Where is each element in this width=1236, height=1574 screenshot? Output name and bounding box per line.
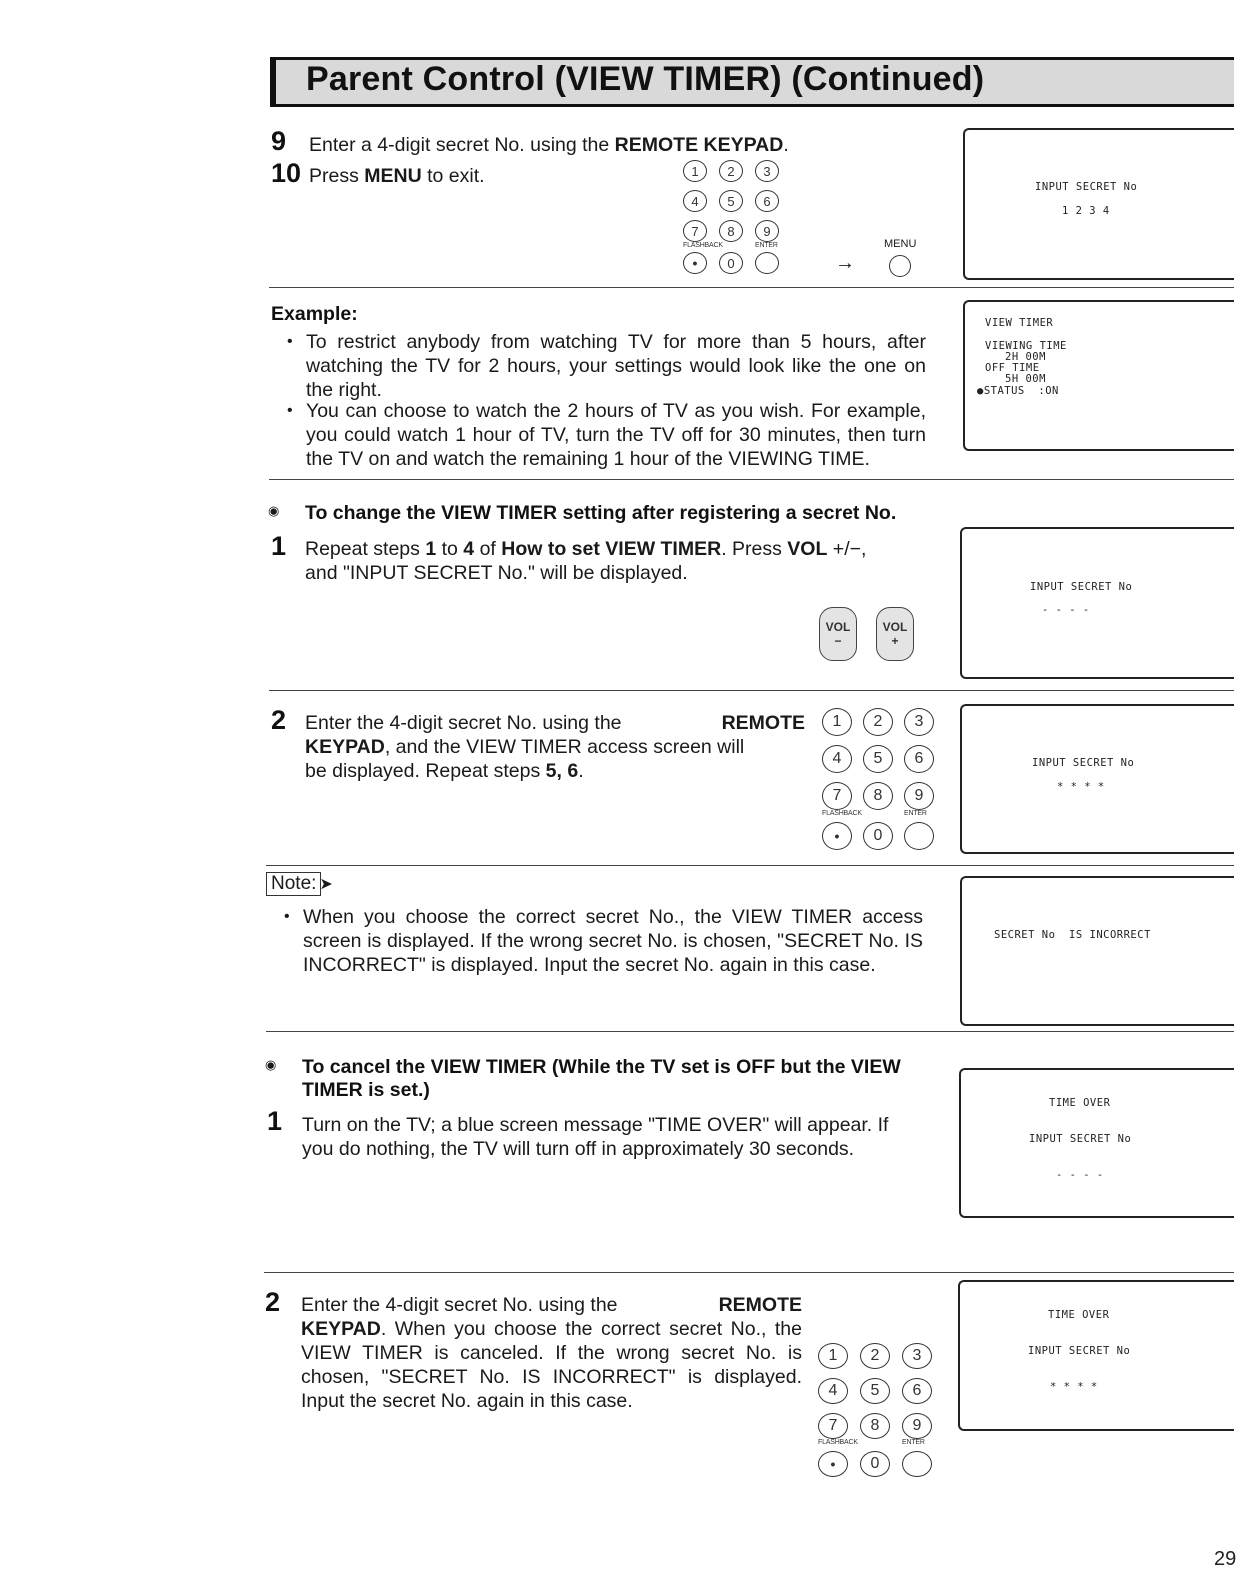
osd-line: VIEWING TIME bbox=[985, 340, 1067, 352]
bullet-circle-icon: ◉ bbox=[268, 503, 280, 518]
enter-key[interactable] bbox=[904, 822, 934, 850]
osd-secret-value: * * * * bbox=[1057, 781, 1105, 793]
remote-keypad bbox=[818, 1343, 932, 1477]
osd-line: INPUT SECRET No bbox=[1032, 757, 1135, 769]
key-7[interactable]: 7 bbox=[822, 782, 852, 810]
osd-secret-value: - - - - bbox=[1042, 604, 1090, 616]
bullet: • bbox=[287, 333, 293, 350]
osd-screen-time-over bbox=[959, 1068, 1234, 1218]
key-7[interactable]: 7 bbox=[818, 1413, 848, 1439]
step-9-text: Enter a 4-digit secret No. using the REMOTE KEYPAD. bbox=[309, 134, 789, 156]
divider bbox=[266, 865, 1234, 866]
osd-secret-value: - - - - bbox=[1056, 1169, 1104, 1181]
osd-line: TIME OVER bbox=[1049, 1097, 1111, 1109]
step-number: 1 bbox=[271, 531, 287, 561]
divider bbox=[264, 1272, 1234, 1273]
vol-minus-button[interactable] bbox=[819, 607, 857, 661]
osd-title: VIEW TIMER bbox=[985, 317, 1054, 329]
divider bbox=[269, 287, 1234, 288]
vol-label: VOL bbox=[882, 620, 908, 634]
cancel-heading-line2: TIMER is set.) bbox=[302, 1079, 430, 1101]
key-8[interactable]: 8 bbox=[860, 1413, 890, 1439]
key-5[interactable]: 5 bbox=[863, 745, 893, 773]
key-8[interactable]: 8 bbox=[863, 782, 893, 810]
menu-label: MENU bbox=[884, 238, 917, 250]
enter-key[interactable] bbox=[755, 252, 779, 274]
enter-key[interactable] bbox=[902, 1451, 932, 1477]
flashback-label: FLASHBACK bbox=[683, 242, 723, 249]
key-1[interactable]: 1 bbox=[683, 160, 707, 182]
osd-screen-input-secret-blank bbox=[960, 527, 1234, 679]
note-label-text: Note: bbox=[266, 872, 321, 896]
key-4[interactable]: 4 bbox=[822, 745, 852, 773]
step-9-number: 9 bbox=[271, 126, 287, 156]
header-accent bbox=[270, 57, 276, 107]
key-2[interactable]: 2 bbox=[719, 160, 743, 182]
osd-line: TIME OVER bbox=[1048, 1309, 1110, 1321]
osd-viewing-time-value: 2H 00M bbox=[1005, 351, 1046, 363]
key-4[interactable]: 4 bbox=[818, 1378, 848, 1404]
osd-status: ●STATUS :ON bbox=[977, 385, 1059, 397]
key-3[interactable]: 3 bbox=[904, 708, 934, 736]
note-text: When you choose the correct secret No., the VIEW TIMER access screen is displayed. If the wrong secret No. is chosen, "SECRET No. IS INCORRECT" is displayed. Input the secret No. again in this case. bbox=[303, 906, 923, 976]
osd-secret-value: * * * * bbox=[1050, 1381, 1098, 1393]
cancel-heading-line1: To cancel the VIEW TIMER (While the TV set is OFF but the VIEW bbox=[302, 1056, 901, 1078]
chevron-right-icon: ➤ bbox=[319, 876, 333, 893]
osd-line: INPUT SECRET No bbox=[1035, 181, 1138, 193]
key-0[interactable]: 0 bbox=[860, 1451, 890, 1477]
step-number: 2 bbox=[265, 1287, 281, 1317]
page-title: Parent Control (VIEW TIMER) (Continued) bbox=[306, 60, 985, 98]
step-10-text: Press MENU to exit. bbox=[309, 165, 485, 187]
step-10-number: 10 bbox=[271, 158, 302, 188]
key-8[interactable]: 8 bbox=[719, 220, 743, 242]
divider bbox=[269, 690, 1234, 691]
example-label: Example: bbox=[271, 303, 358, 325]
key-9[interactable]: 9 bbox=[904, 782, 934, 810]
key-7[interactable]: 7 bbox=[683, 220, 707, 242]
key-0[interactable]: 0 bbox=[719, 252, 743, 274]
flashback-key[interactable]: • bbox=[822, 822, 852, 850]
key-1[interactable]: 1 bbox=[818, 1343, 848, 1369]
change-step-1-text-line2: and "INPUT SECRET No." will be displayed. bbox=[305, 562, 688, 584]
key-2[interactable]: 2 bbox=[863, 708, 893, 736]
key-6[interactable]: 6 bbox=[755, 190, 779, 212]
flashback-label: FLASHBACK bbox=[818, 1439, 858, 1446]
osd-line: OFF TIME bbox=[985, 362, 1040, 374]
arrow-right-icon: → bbox=[835, 252, 855, 274]
key-1[interactable]: 1 bbox=[822, 708, 852, 736]
bullet-circle-icon: ◉ bbox=[265, 1057, 277, 1072]
osd-screen-input-secret bbox=[963, 128, 1234, 280]
bullet: • bbox=[284, 908, 290, 925]
osd-screen-time-over-masked bbox=[958, 1280, 1234, 1431]
enter-label: ENTER bbox=[904, 810, 927, 817]
change-step-2-text: Enter the 4-digit secret No. using the REMOTE KEYPAD, and the VIEW TIMER access screen will be displayed. Repeat steps 5, 6. bbox=[305, 712, 805, 782]
page-number: 29 bbox=[1214, 1548, 1236, 1570]
osd-screen-input-secret-masked bbox=[960, 704, 1234, 854]
change-heading: To change the VIEW TIMER setting after registering a secret No. bbox=[305, 502, 897, 524]
cancel-step-2-text: Enter the 4-digit secret No. using the REMOTE KEYPAD. When you choose the correct secret No., the VIEW TIMER is canceled. If the wrong secret No. is chosen, "SECRET No. IS INCORRECT" is displayed. Input the secret No. again in this case. bbox=[301, 1294, 802, 1412]
example-bullet-2: You can choose to watch the 2 hours of TV as you wish. For example, you could watch 1 hour of TV, turn the TV off for 30 minutes, then turn the TV on and watch the remaining 1 hour of the VIEWING TIME. bbox=[306, 400, 926, 470]
key-3[interactable]: 3 bbox=[755, 160, 779, 182]
bullet: • bbox=[287, 402, 293, 419]
vol-label: VOL bbox=[825, 620, 851, 634]
key-6[interactable]: 6 bbox=[904, 745, 934, 773]
key-9[interactable]: 9 bbox=[902, 1413, 932, 1439]
remote-keypad bbox=[822, 708, 934, 850]
enter-label: ENTER bbox=[755, 242, 778, 249]
step-number: 2 bbox=[271, 705, 287, 735]
key-5[interactable]: 5 bbox=[719, 190, 743, 212]
cancel-step-1-text: Turn on the TV; a blue screen message "TIME OVER" will appear. If you do nothing, the TV will turn off in approximately 30 seconds. bbox=[302, 1114, 889, 1160]
flashback-label: FLASHBACK bbox=[822, 810, 862, 817]
divider bbox=[266, 1031, 1234, 1032]
vol-minus-sign: − bbox=[834, 634, 842, 648]
key-4[interactable]: 4 bbox=[683, 190, 707, 212]
key-9[interactable]: 9 bbox=[755, 220, 779, 242]
flashback-key[interactable]: • bbox=[683, 252, 707, 274]
vol-plus-sign: + bbox=[891, 634, 899, 648]
key-6[interactable]: 6 bbox=[902, 1378, 932, 1404]
remote-keypad bbox=[683, 160, 779, 274]
osd-line: INPUT SECRET No bbox=[1028, 1345, 1131, 1357]
vol-plus-button[interactable] bbox=[876, 607, 914, 661]
flashback-key[interactable]: • bbox=[818, 1451, 848, 1477]
key-3[interactable]: 3 bbox=[902, 1343, 932, 1369]
osd-line: INPUT SECRET No bbox=[1029, 1133, 1132, 1145]
note-label bbox=[266, 872, 333, 896]
divider bbox=[269, 479, 1234, 480]
change-step-1-text: Repeat steps 1 to 4 of How to set VIEW TIMER. Press VOL +/−, bbox=[305, 538, 867, 560]
osd-screen-incorrect bbox=[960, 876, 1234, 1026]
key-0[interactable]: 0 bbox=[863, 822, 893, 850]
step-number: 1 bbox=[267, 1106, 283, 1136]
menu-key[interactable] bbox=[889, 255, 911, 277]
key-5[interactable]: 5 bbox=[860, 1378, 890, 1404]
key-2[interactable]: 2 bbox=[860, 1343, 890, 1369]
osd-secret-value: 1 2 3 4 bbox=[1062, 205, 1110, 217]
osd-line: SECRET No IS INCORRECT bbox=[994, 929, 1151, 941]
example-bullet-1: To restrict anybody from watching TV for more than 5 hours, after watching the TV for 2 hours, your settings would look like the one on the right. bbox=[306, 331, 926, 401]
osd-off-time-value: 5H 00M bbox=[1005, 373, 1046, 385]
osd-line: INPUT SECRET No bbox=[1030, 581, 1133, 593]
osd-screen-view-timer bbox=[963, 300, 1234, 451]
enter-label: ENTER bbox=[902, 1439, 925, 1446]
